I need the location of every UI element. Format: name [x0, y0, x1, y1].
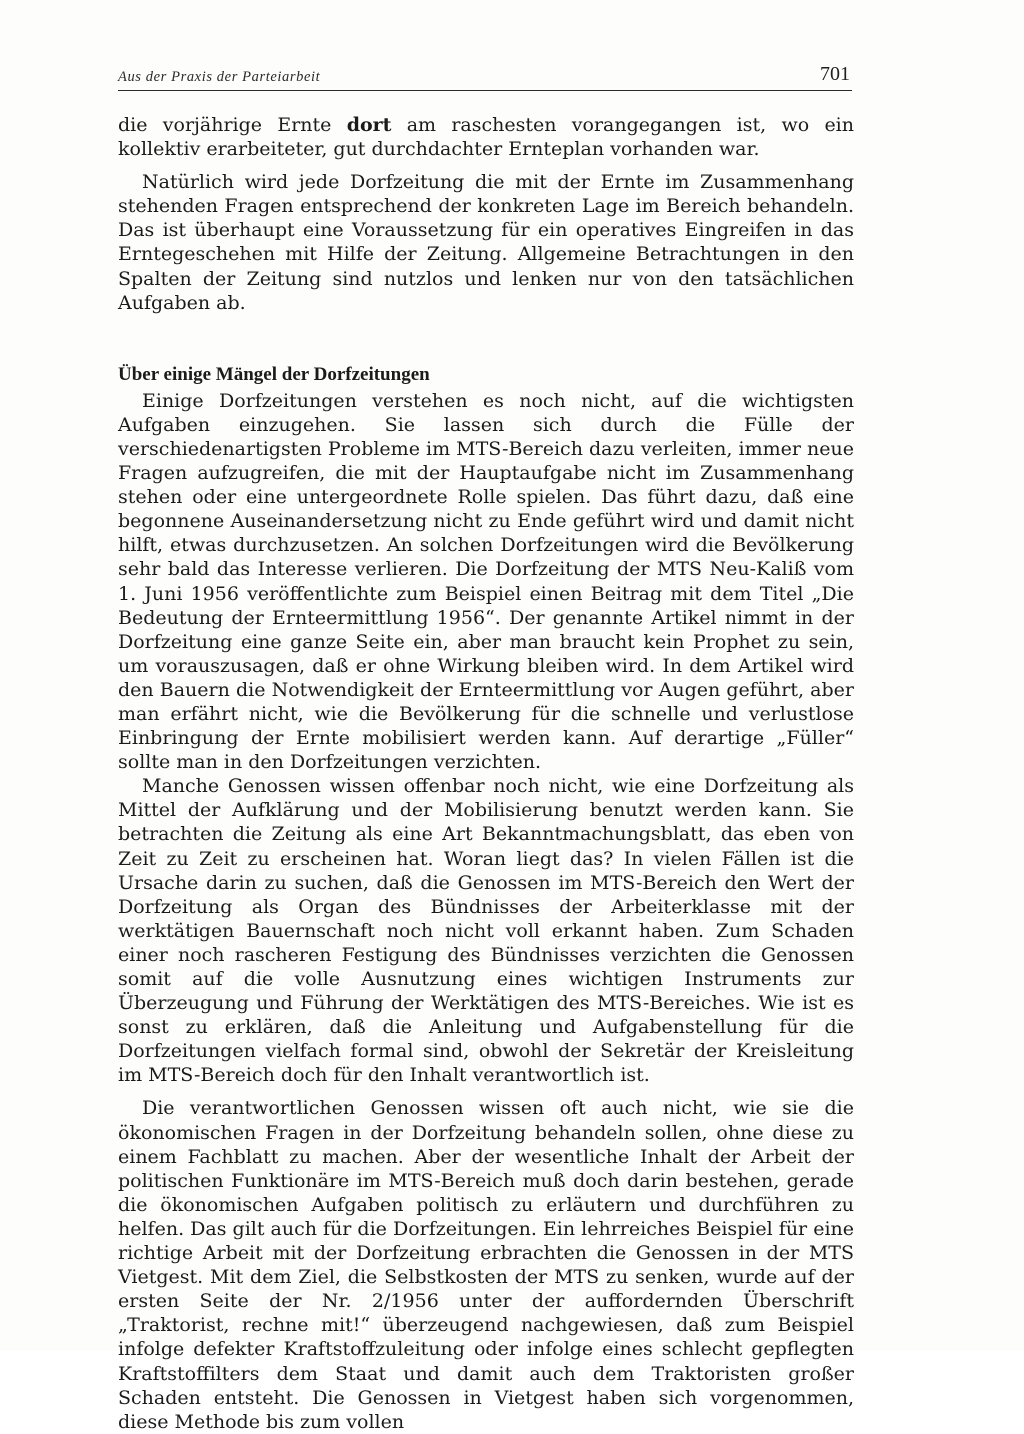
page-number: 701 — [820, 63, 850, 85]
paragraph-5: Die verantwortlichen Genossen wissen oft auch nicht, wie sie die ökonomischen Fragen in der Dorfzeitung behandeln sollen, ohne diese zu einem Fachblatt zu machen. Aber der wesentliche Inhalt der Arbeit der politischen Funktionäre im MTS-Bereich muß doch darin bestehen, gerade die ökonomischen Aufgaben politisch zu erläutern und durchführen zu helfen. Das gilt auch für die Dorfzeitungen. Ein lehrreiches Beispiel für eine richtige Arbeit mit der Dorfzeitung erbrachten die Genossen in der MTS Vietgest. Mit dem Ziel, die Selbstkosten der MTS zu senken, wurde auf der ersten Seite der Nr. 2/1956 unter der auffordernden Überschrift „Traktorist, rechne mit!“ überzeugend nachgewiesen, daß zum Beispiel infolge defekter Kraftstoffzuleitung oder infolge eines schlecht gepflegten Kraftstoffilters dem Staat und damit auch dem Traktoristen großer Schaden entsteht. Die Genossen in Vietgest haben sich vorgenommen, diese Methode bis zum vollen — [118, 1097, 854, 1433]
running-header — [118, 64, 852, 91]
paragraph-3: Einige Dorfzeitungen verstehen es noch nicht, auf die wichtigsten Aufgaben einzugehen. Sie lassen sich durch die Fülle der verschiedenartigsten Probleme im MTS-Bereich dazu verleiten, immer neue Fragen aufzugreifen, die mit der Hauptaufgabe nicht im Zusammenhang stehen oder eine untergeordnete Rolle spielen. Das führt dazu, daß eine begonnene Auseinandersetzung nicht zu Ende geführt wird und damit nicht hilft, etwas durchzusetzen. An solchen Dorfzeitungen wird die Bevölkerung sehr bald das Interesse verlieren. Die Dorfzeitung der MTS Neu-Kaliß vom 1. Juni 1956 veröffentlichte zum Beispiel einen Beitrag mit dem Titel „Die Bedeutung der Ernteermittlung 1956“. Der genannte Artikel nimmt in der Dorfzeitung eine ganze Seite ein, aber man braucht kein Prophet zu sein, um vorauszusagen, daß er ohne Wirkung bleiben wird. In dem Artikel wird den Bauern die Notwendigkeit der Ernteermittlung vor Augen geführt, aber man erfährt nicht, wie die Bevölkerung für die schnelle und verlustlose Einbringung der Ernte mobilisiert werden kann. Auf derartige „Füller“ sollte man in den Dorfzeitungen verzichten. — [118, 389, 854, 774]
paragraph-2: Natürlich wird jede Dorfzeitung die mit der Ernte im Zusammenhang stehenden Fragen entsprechend der konkreten Lage im Bereich behandeln. Das ist überhaupt eine Voraussetzung für ein operatives Eingreifen in das Erntegeschehen mit Hilfe der Zeitung. Allgemeine Betrachtungen in den Spalten der Zeitung sind nutzlos und lenken nur von den tatsächlichen Aufgaben ab. — [118, 171, 854, 314]
running-title: Aus der Praxis der Parteiarbeit — [118, 69, 321, 85]
paragraph-1-end: am raschesten vorangegangen ist, wo ein kollektiv erarbeiteter, gut durchdachter Ernteplan vorhanden war. — [118, 114, 854, 161]
emphasized-word: dort — [346, 114, 392, 136]
paragraph-4: Manche Genossen wissen offenbar noch nicht, wie eine Dorfzeitung als Mittel der Aufklärung und der Mobilisierung benutzt werden kann. Sie betrachten die Zeitung als eine Art Bekanntmachungsblatt, das eben von Zeit zu Zeit zu erscheinen hat. Woran liegt das? In vielen Fällen ist die Ursache darin zu suchen, daß die Genossen im MTS-Bereich den Wert der Dorfzeitung als Organ des Bündnisses der Arbeiterklasse mit der werktätigen Bauernschaft noch nicht voll erkannt haben. Zum Schaden einer noch rascheren Festigung des Bündnisses verzichten die Genossen somit auf die volle Ausnutzung eines wichtigen Instruments zur Überzeugung und Führung der Werktätigen des MTS-Bereiches. Wie ist es sonst zu erklären, daß die Anleitung und Aufgabenstellung für die Dorfzeitungen vielfach formal sind, obwohl der Sekretär der Kreisleitung im MTS-Bereich doch für den Inhalt verantwortlich ist. — [118, 775, 854, 1087]
section-heading: Über einige Mängel der Dorfzeitungen — [118, 363, 430, 385]
paragraph-1-start: die vorjährige Ernte — [118, 114, 347, 136]
body-text — [118, 113, 854, 1434]
paragraph-1 — [118, 113, 854, 161]
